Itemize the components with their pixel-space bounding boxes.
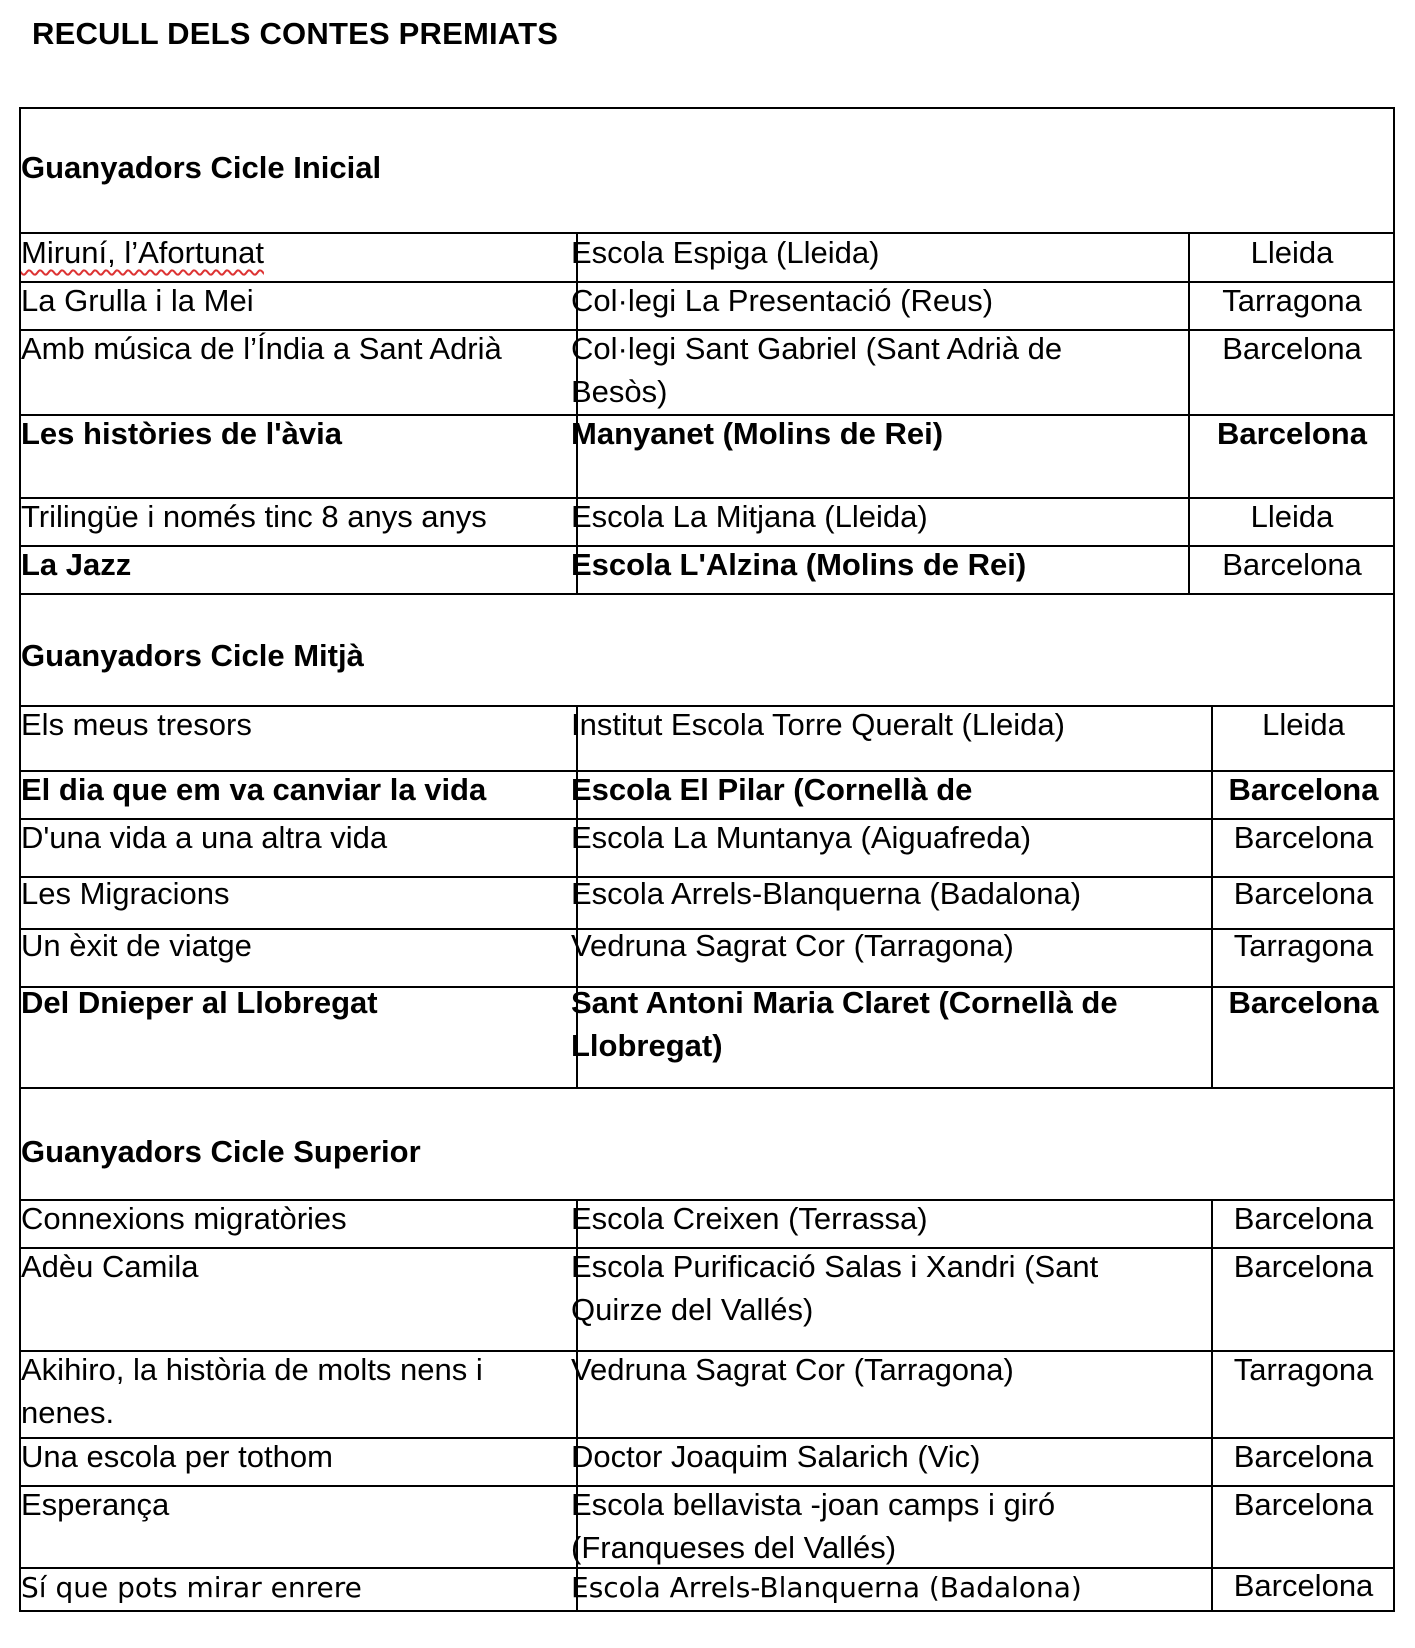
story-title: Esperança <box>21 1487 170 1522</box>
story-title: D'una vida a una altra vida <box>21 820 388 855</box>
province: Barcelona <box>1228 772 1379 807</box>
section-heading-inicial: Guanyadors Cicle Inicial <box>21 150 382 185</box>
story-title: Del Dnieper al Llobregat <box>21 985 378 1020</box>
school-name: Col·legi Sant Gabriel (Sant Adrià de Besòs) <box>571 331 1063 409</box>
province: Barcelona <box>1233 1487 1374 1522</box>
story-title: Adèu Camila <box>21 1249 199 1284</box>
story-title: Sí que pots mirar enrere <box>21 1571 362 1604</box>
province: Lleida <box>1250 235 1334 270</box>
province: Barcelona <box>1222 331 1362 366</box>
school-name: Escola Espiga (Lleida) <box>571 235 880 270</box>
story-title: La Grulla i la Mei <box>21 283 254 318</box>
province: Barcelona <box>1222 547 1362 582</box>
province: Tarragona <box>1222 283 1362 318</box>
school-name: Escola Arrels-Blanquerna (Badalona) <box>571 876 1082 911</box>
school-name: Vedruna Sagrat Cor (Tarragona) <box>571 1352 1014 1387</box>
story-title: Les Migracions <box>21 876 230 911</box>
school-name: Escola La Muntanya (Aiguafreda) <box>571 820 1032 855</box>
story-title: Connexions migratòries <box>21 1201 347 1236</box>
story-title: Trilingüe i només tinc 8 anys anys <box>21 499 487 534</box>
school-name: Escola La Mitjana (Lleida) <box>571 499 928 534</box>
school-name: Escola El Pilar (Cornellà de <box>571 772 973 807</box>
story-title: Els meus tresors <box>21 707 252 742</box>
province: Barcelona <box>1233 1249 1374 1284</box>
province: Lleida <box>1250 499 1334 534</box>
province: Barcelona <box>1233 1568 1374 1603</box>
row-divider <box>19 1087 1395 1089</box>
province: Barcelona <box>1228 985 1379 1020</box>
province: Lleida <box>1262 707 1345 742</box>
province: Tarragona <box>1233 928 1374 963</box>
province: Barcelona <box>1233 820 1374 855</box>
section-heading-superior: Guanyadors Cicle Superior <box>21 1134 421 1169</box>
school-name: Institut Escola Torre Queralt (Lleida) <box>571 707 1065 742</box>
section-heading-mitja: Guanyadors Cicle Mitjà <box>21 638 364 673</box>
school-name: Escola bellavista -joan camps i giró (Franqueses del Vallés) <box>571 1487 1056 1565</box>
story-title: Amb música de l’Índia a Sant Adrià <box>21 331 502 366</box>
province: Tarragona <box>1233 1352 1374 1387</box>
school-name: Col·legi La Presentació (Reus) <box>571 283 994 318</box>
story-title: Una escola per tothom <box>21 1439 333 1474</box>
story-title: Miruní, l’Afortunat <box>21 235 264 270</box>
province: Barcelona <box>1233 1201 1374 1236</box>
story-title: El dia que em va canviar la vida <box>21 772 487 807</box>
province: Barcelona <box>1233 876 1374 911</box>
province: Barcelona <box>1233 1439 1374 1474</box>
school-name: Doctor Joaquim Salarich (Vic) <box>571 1439 981 1474</box>
story-title: Un èxit de viatge <box>21 928 252 963</box>
school-name: Escola Purificació Salas i Xandri (Sant Quirze del Vallés) <box>571 1249 1099 1327</box>
school-name: Manyanet (Molins de Rei) <box>571 416 944 451</box>
school-name: Vedruna Sagrat Cor (Tarragona) <box>571 928 1014 963</box>
province: Barcelona <box>1217 416 1367 451</box>
document-title: RECULL DELS CONTES PREMIATS <box>32 16 559 51</box>
story-title: Akihiro, la història de molts nens i nenes. <box>21 1352 483 1430</box>
school-name: Escola Creixen (Terrassa) <box>571 1201 928 1236</box>
row-divider <box>19 593 1395 595</box>
school-name: Escola Arrels-Blanquerna (Badalona) <box>571 1571 1082 1604</box>
school-name: Escola L'Alzina (Molins de Rei) <box>571 547 1027 582</box>
story-title: Les històries de l'àvia <box>21 416 342 451</box>
school-name: Sant Antoni Maria Claret (Cornellà de Llobregat) <box>571 985 1118 1063</box>
story-title: La Jazz <box>21 547 132 582</box>
